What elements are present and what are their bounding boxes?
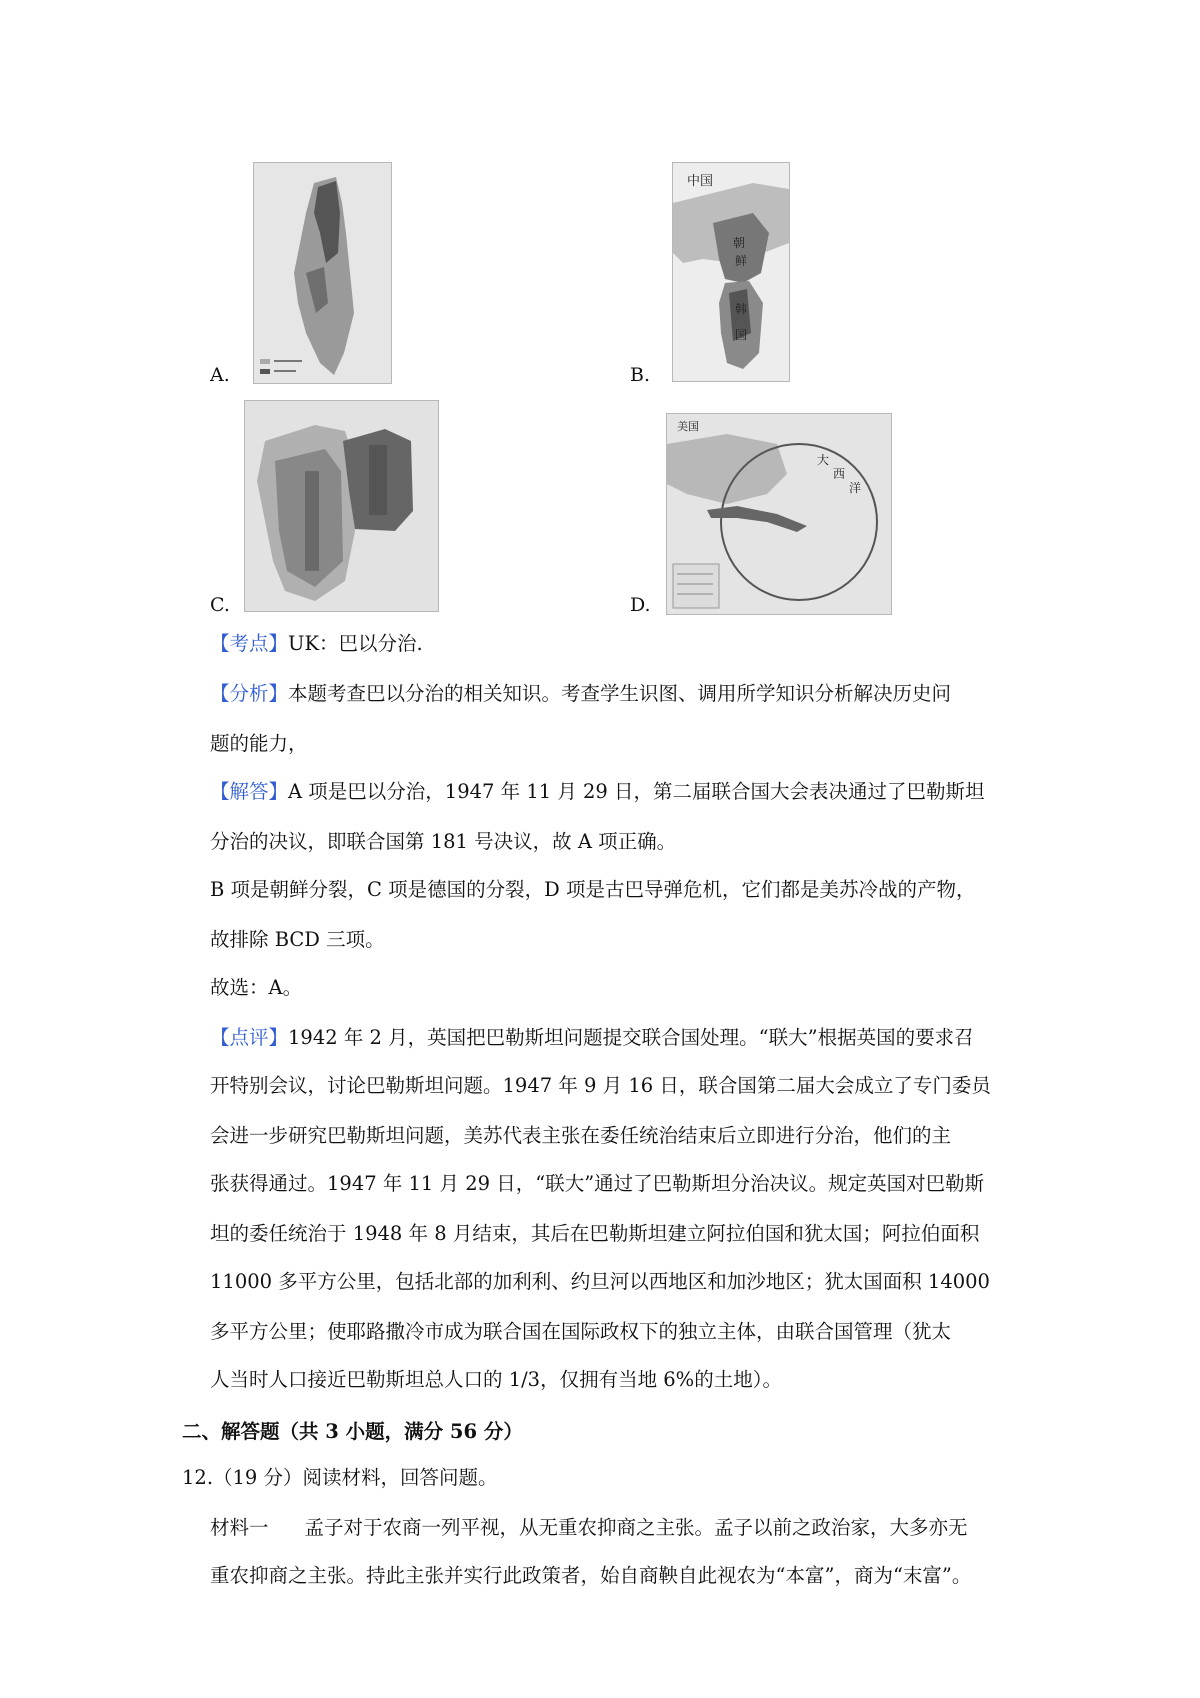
q12-material-line-1 <box>210 1514 968 1542</box>
dianping-line-2: 开特别会议，讨论巴勒斯坦问题。1947 年 9 月 16 日，联合国第二届大会成立了专门委员 <box>210 1074 991 1097</box>
map-d-xi-text: 西 <box>833 467 846 481</box>
map-b-xian-text: 鲜 <box>735 254 748 268</box>
map-b-han-text: 韩 <box>735 302 748 316</box>
fenxi-text-1: 本题考查巴以分治的相关知识。考查学生识图、调用所学知识分析解决历史问 <box>288 682 952 705</box>
map-d-cuba <box>666 413 892 615</box>
option-c-label: C. <box>210 594 230 616</box>
option-a-label: A. <box>210 364 230 386</box>
jieda-tag: 【解答】 <box>210 780 289 803</box>
option-b-label: B. <box>630 364 651 386</box>
dianping-line-8: 人当时人口接近巴勒斯坦总人口的 1/3，仅拥有当地 6%的土地）。 <box>210 1368 782 1391</box>
q12-material-label: 材料一 <box>210 1516 269 1539</box>
cuba-missile-range-map-icon <box>667 414 891 614</box>
q12-material-text-1: 孟子对于农商一列平视，从无重农抑商之主张。孟子以前之政治家，大多亦无 <box>304 1516 968 1539</box>
option-d-label: D. <box>630 594 651 616</box>
kaodian-tag: 【考点】 <box>210 632 289 655</box>
map-d-usa-text: 美国 <box>677 420 699 433</box>
jieda-line-2: 分治的决议，即联合国第 181 号决议，故 A 项正确。 <box>210 830 677 853</box>
dianping-tag: 【点评】 <box>210 1026 289 1049</box>
kaodian-text: UK：巴以分治. <box>288 632 423 655</box>
jieda-line-1 <box>210 778 985 806</box>
dianping-line-4: 张获得通过。1947 年 11 月 29 日，“联大”通过了巴勒斯坦分治决议。规定英国对巴勒斯 <box>210 1172 985 1195</box>
map-c-germany <box>244 400 439 612</box>
jieda-line-3: B 项是朝鲜分裂，C 项是德国的分裂，D 项是古巴导弹危机，它们都是美苏冷战的产物， <box>210 878 976 901</box>
map-b-korea <box>672 162 790 382</box>
fenxi-line-2: 题的能力， <box>210 732 308 755</box>
map-b-china-text: 中国 <box>687 174 714 189</box>
q12-material-line-2: 重农抑商之主张。持此主张并实行此政策者，始自商鞅自此视农为“本富”，商为“末富”。 <box>210 1564 972 1587</box>
jieda-text-1: A 项是巴以分治，1947 年 11 月 29 日，第二届联合国大会表决通过了巴勒斯坦 <box>288 780 985 803</box>
fenxi-line-1 <box>210 680 951 708</box>
section-2-title: 二、解答题（共 3 小题，满分 56 分） <box>182 1420 523 1443</box>
korean-peninsula-map-icon <box>673 163 789 381</box>
dianping-line-1 <box>210 1024 974 1052</box>
q12-header: 12.（19 分）阅读材料，回答问题。 <box>182 1466 498 1489</box>
dianping-text-1: 1942 年 2 月，英国把巴勒斯坦问题提交联合国处理。“联大”根据英国的要求召 <box>288 1026 974 1049</box>
palestine-partition-map-icon <box>254 163 391 383</box>
jieda-line-4: 故排除 BCD 三项。 <box>210 928 385 951</box>
dianping-line-5: 坦的委任统治于 1948 年 8 月结束，其后在巴勒斯坦建立阿拉伯国和犹太国；阿拉伯面积 <box>210 1222 980 1245</box>
dianping-line-6: 11000 多平方公里，包括北部的加利利、约旦河以西地区和加沙地区；犹太国面积 14000 <box>210 1270 990 1293</box>
map-d-yang-text: 洋 <box>849 481 862 495</box>
map-b-chao-text: 朝 <box>733 236 746 250</box>
fenxi-tag: 【分析】 <box>210 682 289 705</box>
dianping-line-7: 多平方公里；使耶路撒冷市成为联合国在国际政权下的独立主体，由联合国管理（犹太 <box>210 1320 952 1343</box>
jieda-line-5: 故选：A。 <box>210 976 303 999</box>
germany-division-map-icon <box>245 401 438 611</box>
kaodian-line <box>210 630 423 658</box>
map-d-da-text: 大 <box>817 453 830 467</box>
map-a-palestine <box>253 162 392 384</box>
dianping-line-3: 会进一步研究巴勒斯坦问题，美苏代表主张在委任统治结束后立即进行分治，他们的主 <box>210 1124 952 1147</box>
map-b-guo-text: 国 <box>735 328 748 342</box>
